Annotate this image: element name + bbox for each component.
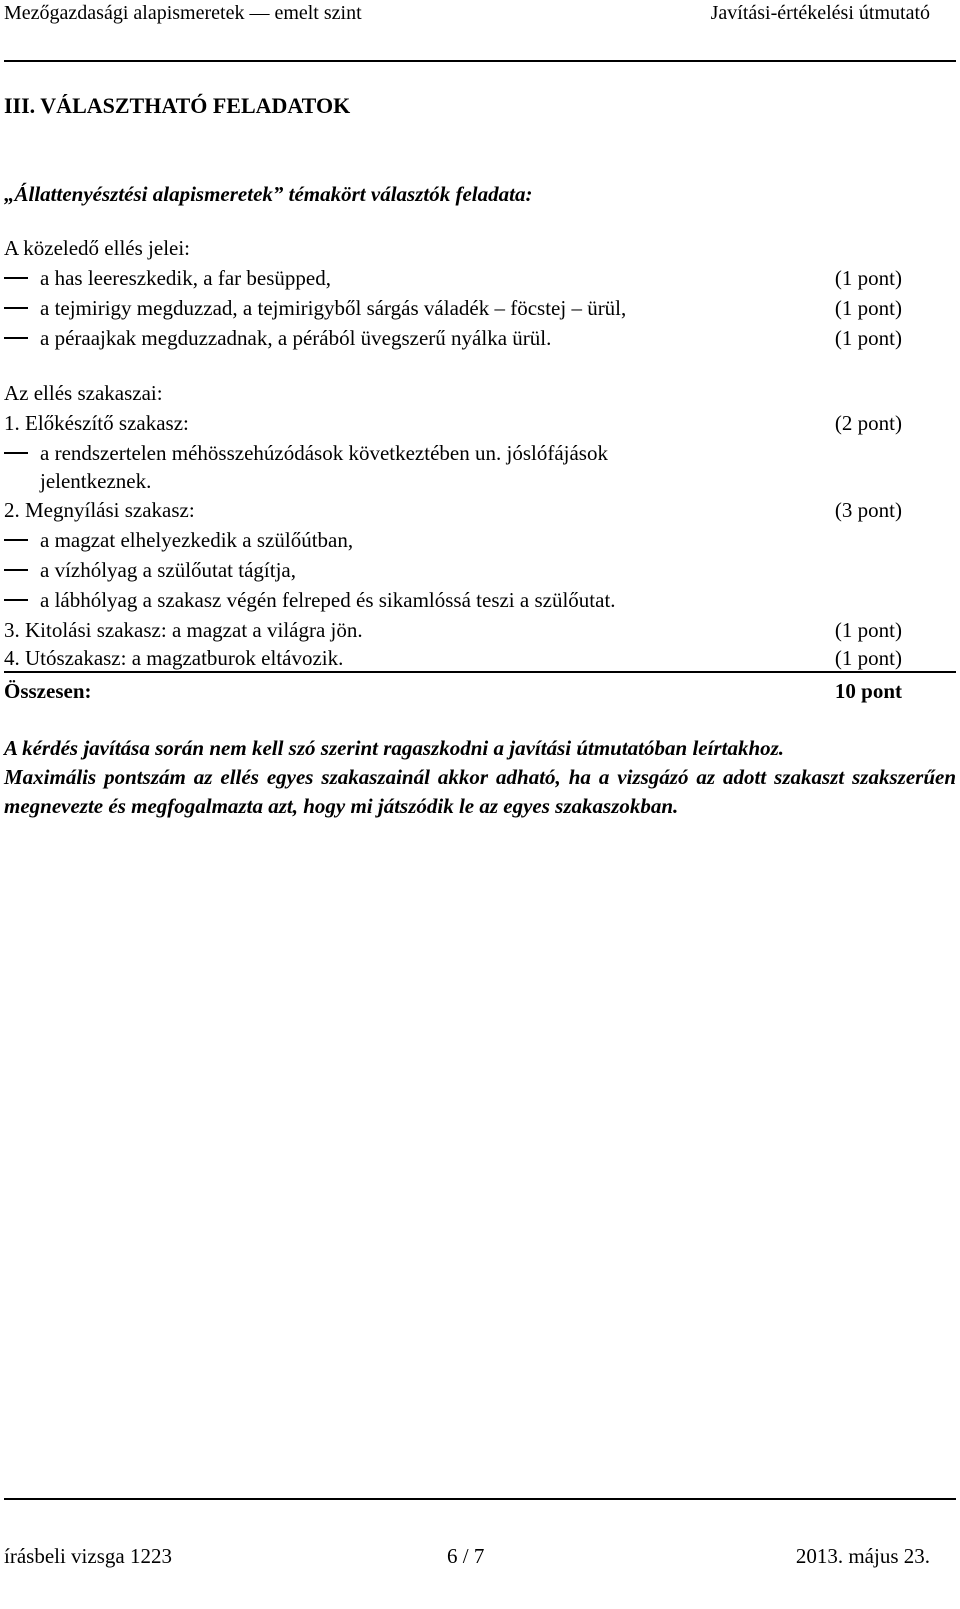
footer-date: 2013. május 23.: [795, 1544, 930, 1568]
sign-points: (1 pont): [834, 266, 902, 290]
sign-points: (1 pont): [834, 296, 902, 320]
stages-heading: Az ellés szakaszai:: [4, 381, 163, 405]
footer-rule: [4, 1498, 956, 1500]
header-rule: [4, 60, 956, 62]
dash-icon: [4, 599, 28, 601]
stage4-points: (1 pont): [834, 646, 902, 670]
dash-icon: [4, 452, 28, 454]
stage2-item: a magzat elhelyezkedik a szülőútban,: [4, 528, 353, 553]
sign-item: a péraajkak megduzzadnak, a pérából üvegszerű nyálka ürül.: [4, 326, 551, 351]
header-left: Mezőgazdasági alapismeretek — emelt szint: [4, 2, 362, 24]
stage2-item: a lábhólyag a szakasz végén felreped és sikamlóssá teszi a szülőutat.: [4, 588, 616, 613]
stage3-points: (1 pont): [834, 618, 902, 642]
section-title: III. VÁLASZTHATÓ FELADATOK: [4, 93, 351, 118]
signs-heading: A közeledő ellés jelei:: [4, 236, 191, 260]
stage4-label: 4. Utószakasz: a magzatburok eltávozik.: [4, 646, 344, 670]
note-paragraph: Maximális pontszám az ellés egyes szakaszainál akkor adható, ha a vizsgázó az adott szakaszt szakszerűen megnevezte és megfogalmazta azt, hogy mi játszódik le az egyes szakaszokban.: [4, 765, 956, 818]
dash-icon: [4, 337, 28, 339]
dash-icon: [4, 307, 28, 309]
stage2-points: (3 pont): [834, 498, 902, 522]
stage1-label: 1. Előkészítő szakasz:: [4, 411, 189, 435]
task-subtitle: „Állattenyésztési alapismeretek” témakört választók feladata:: [4, 182, 533, 206]
footer-page-number: 6 / 7: [447, 1544, 485, 1568]
footer-left: írásbeli vizsga 1223: [4, 1544, 172, 1568]
total-rule: [4, 671, 956, 673]
sign-item: a has leereszkedik, a far besüpped,: [4, 266, 331, 291]
total-label: Összesen:: [4, 679, 92, 703]
note-line1: A kérdés javítása során nem kell szó szerint ragaszkodni a javítási útmutatóban leírtakhoz.: [4, 736, 785, 760]
header-right: Javítási-értékelési útmutató: [710, 2, 930, 24]
stage2-label: 2. Megnyílási szakasz:: [4, 498, 195, 522]
stage1-points: (2 pont): [834, 411, 902, 435]
dash-icon: [4, 569, 28, 571]
sign-item: a tejmirigy megduzzad, a tejmirigyből sárgás váladék – föcstej – ürül,: [4, 296, 626, 321]
dash-icon: [4, 277, 28, 279]
stage3-label: 3. Kitolási szakasz: a magzat a világra jön.: [4, 618, 363, 642]
total-value: 10 pont: [834, 679, 902, 703]
stage1-item-cont: jelentkeznek.: [40, 469, 152, 493]
stage1-item: a rendszertelen méhösszehúzódások következtében un. jóslófájások: [4, 441, 608, 466]
sign-points: (1 pont): [834, 326, 902, 350]
stage2-item: a vízhólyag a szülőutat tágítja,: [4, 558, 296, 583]
dash-icon: [4, 539, 28, 541]
